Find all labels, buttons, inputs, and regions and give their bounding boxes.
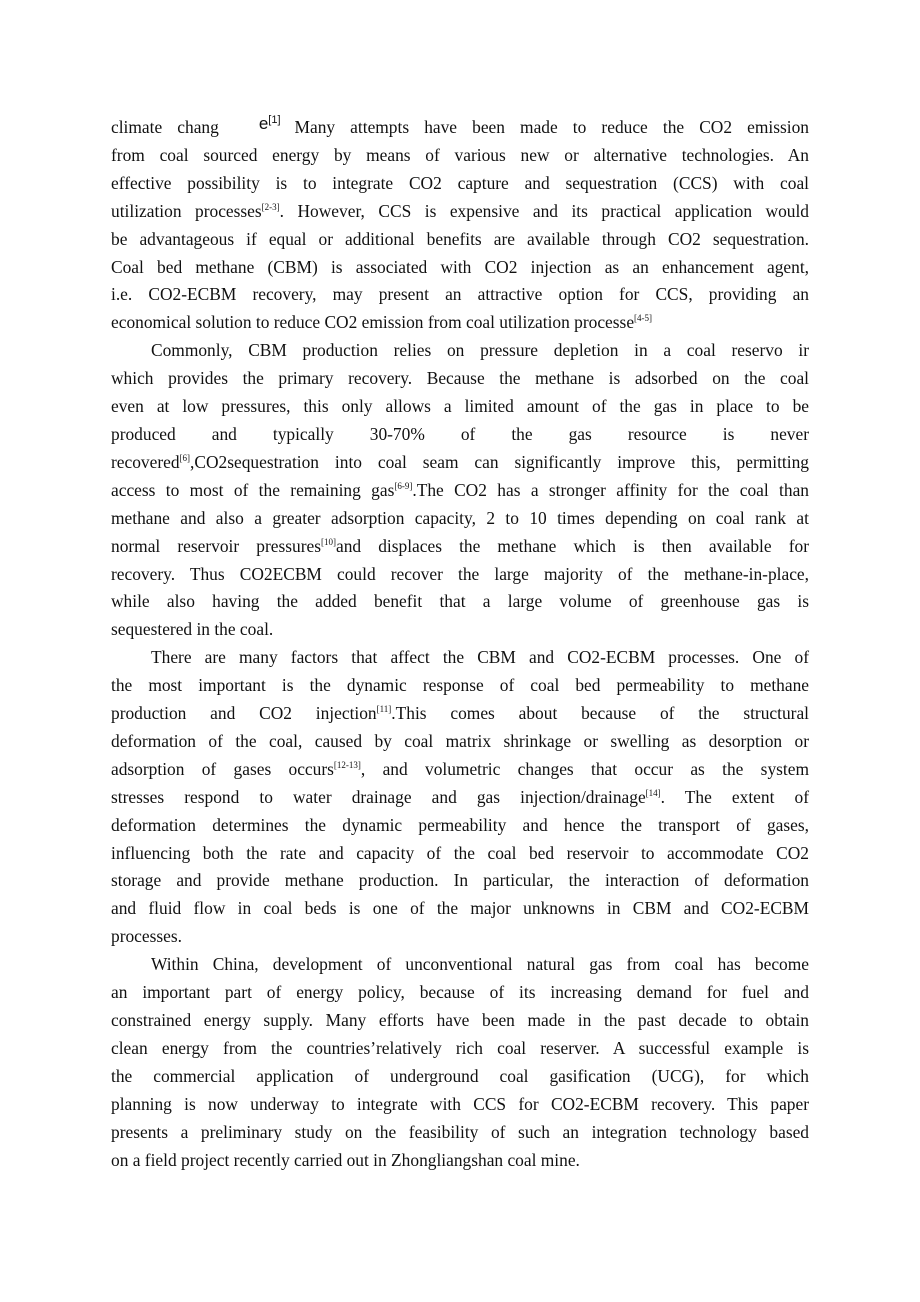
paragraph-3-line-10: and fluid flow in coal beds is one of the major unknowns in CBM and CO2-ECBM [111,898,809,919]
citation-ref: [10] [321,536,336,547]
paragraph-1-line-5: be advantageous if equal or additional benefits are available through CO2 sequestration. [111,228,809,249]
paragraph-2-line-5 [111,449,809,477]
citation-ref: [1] [268,114,281,126]
citation-ref: [6] [179,452,191,463]
text-fragment: normal reservoir pressures [111,535,321,556]
paragraph-1-line-3: effective possibility is to integrate CO2 capture and sequestration (CCS) with coal [111,172,809,193]
citation-ref: [6-9] [394,480,413,491]
paragraph-2-line-7: methane and also a greater adsorption capacity, 2 to 10 times depending on coal rank at [111,507,809,528]
paragraph-3-line-7: deformation determines the dynamic permeability and hence the transport of gases, [111,814,809,835]
text-fragment: . However, CCS is expensive and its practical application would [279,200,809,221]
paragraph-4-line-2: an important part of energy policy, because of its increasing demand for fuel and [111,982,809,1003]
text-fragment: production and CO2 injection [111,703,377,724]
paragraph-1-line-8 [111,309,809,337]
text-fragment: Many attempts have been made to reduce the CO2 emission [294,117,809,137]
paragraph-4-line-4: clean energy from the countries’relatively rich coal reserver. A successful example is [111,1037,809,1058]
paragraph-4 [111,951,809,1174]
text-fragment: adsorption of gases occurs [111,758,334,779]
paragraph-2-line-4: produced and typically 30-70% of the gas resource is never [111,423,809,444]
text-fragment: utilization processes [111,200,262,221]
paragraph-4-line-7: presents a preliminary study on the feasibility of such an integration technology based [111,1121,809,1142]
paragraph-2-line-10: while also having the added benefit that a large volume of greenhouse gas is [111,591,809,612]
citation-ref: [14] [645,787,661,798]
paragraph-2-line-11: sequestered in the coal. [111,619,274,640]
text-fragment: stresses respond to water drainage and gas injection/drainage [111,786,646,807]
paragraph-4-line-8: on a field project recently carried out in Zhongliangshan coal mine. [111,1149,580,1170]
paragraph-3-line-8: influencing both the rate and capacity of the coal bed reservoir to accommodate CO2 [111,842,809,863]
paragraph-4-line-3: constrained energy supply. Many efforts have been made in the past decade to obtain [111,1010,809,1030]
text-fragment: recovered [111,451,180,472]
paragraph-3-line-11: processes. [111,926,182,947]
paragraph-2 [111,337,809,644]
paragraph-1-line-6: Coal bed methane (CBM) is associated with CO2 injection as an enhancement agent, [111,256,809,277]
paragraph-4-line-5: the commercial application of underground coal gasification (UCG), for which [111,1065,809,1086]
paragraph-1-line-1 [111,114,809,142]
paragraph-4-line-1: Within China, development of unconventional natural gas from coal has become [151,954,809,975]
text-fragment: , and volumetric changes that occur as the system [360,758,809,779]
paragraph-2-line-6 [111,477,809,505]
paragraph-1 [111,114,809,337]
text-fragment: and displaces the methane which is then available for [336,535,809,556]
text-fragment: ,CO2sequestration into coal seam can significantly improve this, permitting [190,451,809,472]
text-fragment: .This comes about because of the structural [391,703,809,724]
paragraph-1-line-7: i.e. CO2-ECBM recovery, may present an attractive option for CCS, providing an [111,284,809,305]
text-fragment: climate chang [111,117,219,137]
paragraph-3-line-6 [111,784,809,812]
paragraph-1-line-4 [111,198,809,226]
citation-ref: [12-13] [333,759,361,770]
paragraph-3-line-1: There are many factors that affect the CBM and CO2-ECBM processes. One of [151,647,809,668]
paragraph-2-line-9: recovery. Thus CO2ECBM could recover the large majority of the methane-in-place, [111,563,809,584]
document-body [111,114,809,1174]
citation-ref: [2-3] [261,201,280,212]
stray-letter: e [258,114,269,133]
paragraph-3 [111,644,809,951]
text-fragment: . The extent of [660,786,809,807]
text-fragment: access to most of the remaining gas [111,479,395,500]
text-fragment: .The CO2 has a stronger affinity for the coal than [412,479,810,500]
paragraph-3-line-9: storage and provide methane production. In particular, the interaction of deformation [111,870,809,891]
paragraph-4-line-6: planning is now underway to integrate with CCS for CO2-ECBM recovery. This paper [111,1093,809,1114]
paragraph-3-line-4: deformation of the coal, caused by coal matrix shrinkage or swelling as desorption or [111,730,809,751]
paragraph-3-line-5 [111,756,809,784]
citation-ref: [11] [376,704,392,715]
text-fragment: economical solution to reduce CO2 emission from coal utilization processe [111,312,635,333]
paragraph-2-line-3: even at low pressures, this only allows a limited amount of the gas in place to be [111,396,809,417]
paragraph-1-line-2: from coal sourced energy by means of various new or alternative technologies. An [111,144,809,165]
stray-reference-glyph [259,114,281,133]
paragraph-2-line-1: Commonly, CBM production relies on pressure depletion in a coal reservo ir [151,340,809,361]
paragraph-3-line-2: the most important is the dynamic response of coal bed permeability to methane [111,675,809,696]
citation-ref: [4-5] [634,313,653,324]
paragraph-2-line-8 [111,533,809,561]
paragraph-2-line-2: which provides the primary recovery. Because the methane is adsorbed on the coal [111,368,809,389]
paragraph-3-line-3 [111,700,809,728]
